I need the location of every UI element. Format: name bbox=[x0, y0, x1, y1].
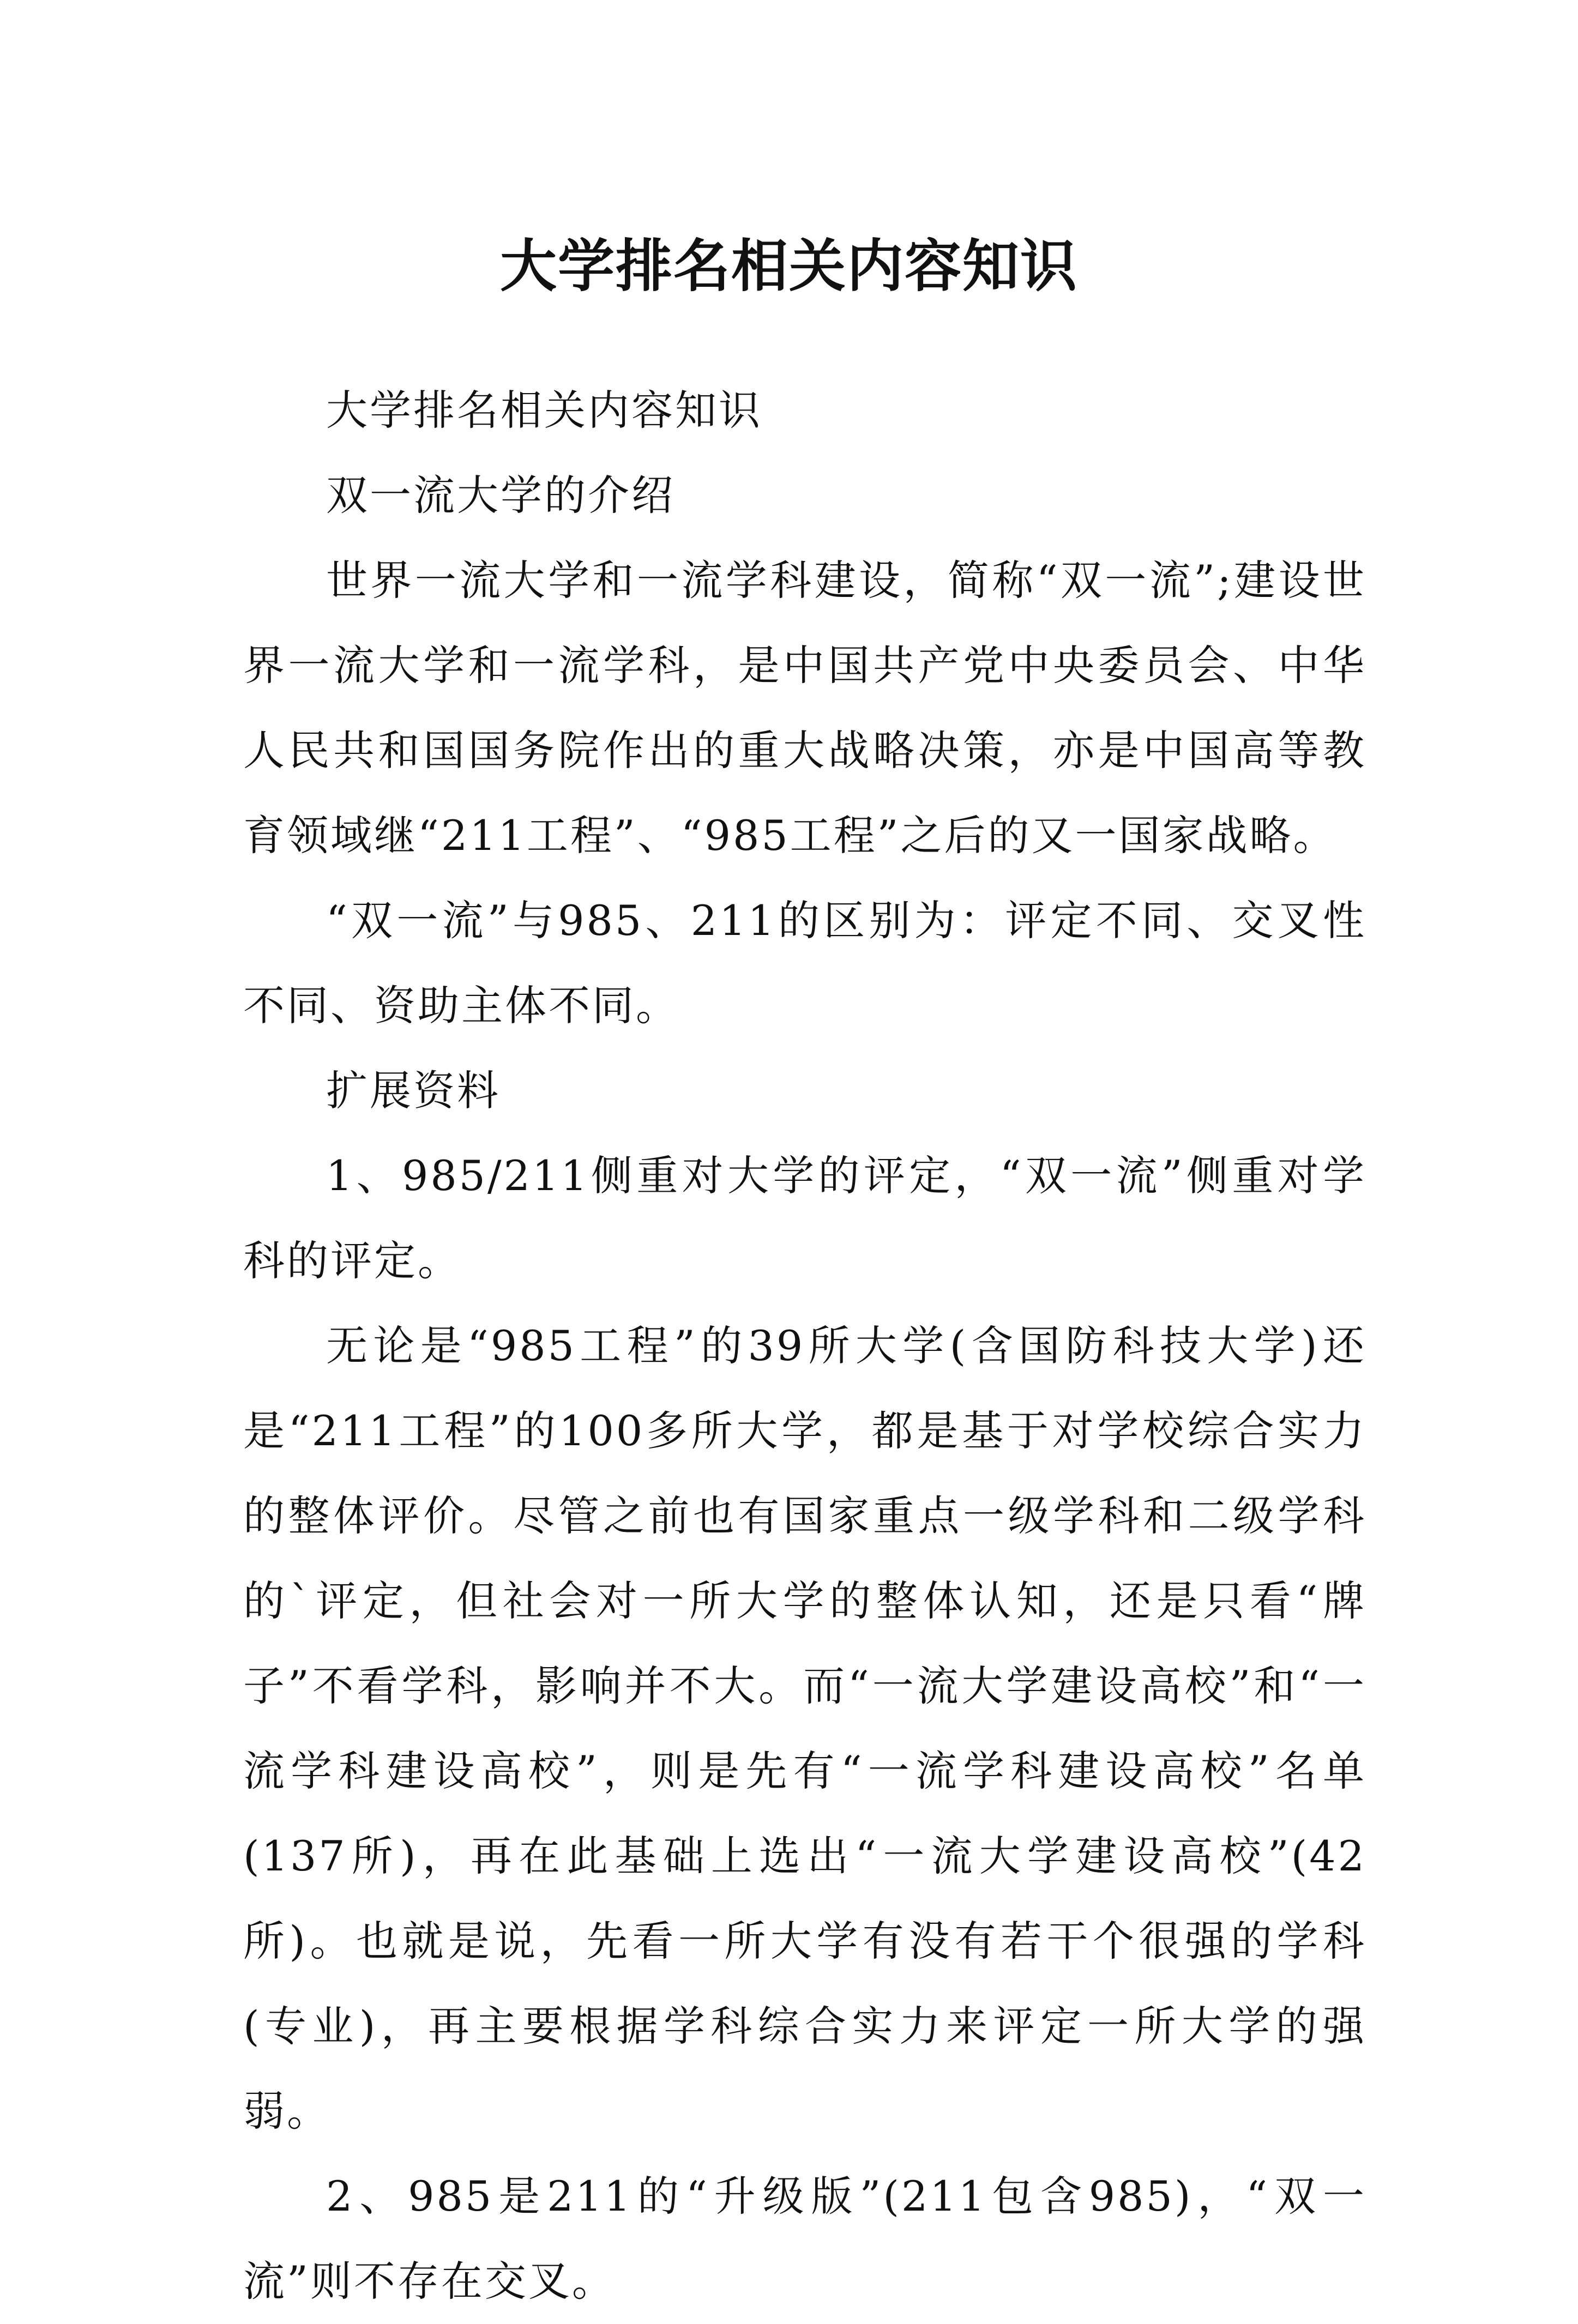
paragraph-point-2: 2、985是211的“升级版”(211包含985)，“双一流”则不存在交叉。 bbox=[243, 2172, 1366, 2305]
paragraph-section-intro: 双一流大学的介绍 bbox=[326, 471, 675, 520]
paragraph-point-1-detail: 无论是“985工程”的39所大学(含国防科技大学)还是“211工程”的100多所大学，都是基于对学校综合实力的整体评价。尽管之前也有国家重点一级学科和二级学科的`评定，但社会对一所大学的整体认知，还是只看“牌子”不看学科，影响并不大。而“一流大学建设高校”和“一流学科建设高校”，则是先有“一流学科建设高校”名单(137所)，再在此基础上选出“一流大学建设高校”(42所)。也就是说，先看一所大学有没有若干个很强的学科(专业)，再主要根据学科综合实力来评定一所大学的强弱。 bbox=[243, 1321, 1366, 2135]
paragraph-point-1: 1、985/211侧重对大学的评定，“双一流”侧重对学科的评定。 bbox=[243, 1151, 1366, 1285]
document-title: 大学排名相关内容知识 bbox=[499, 232, 1078, 299]
paragraph-double-first-class-definition: 世界一流大学和一流学科建设，简称“双一流”;建设世界一流大学和一流学科，是中国共产党中央委员会、中华人民共和国国务院作出的重大战略决策，亦是中国高等教育领域继“211工程”、“985工程”之后的又一国家战略。 bbox=[243, 556, 1366, 860]
paragraph-extended-material: 扩展资料 bbox=[326, 1066, 501, 1115]
paragraph-differences: “双一流”与985、211的区别为：评定不同、交叉性不同、资助主体不同。 bbox=[243, 896, 1366, 1030]
document-body bbox=[243, 368, 1366, 2324]
paragraph-heading-repeat: 大学排名相关内容知识 bbox=[326, 386, 762, 434]
